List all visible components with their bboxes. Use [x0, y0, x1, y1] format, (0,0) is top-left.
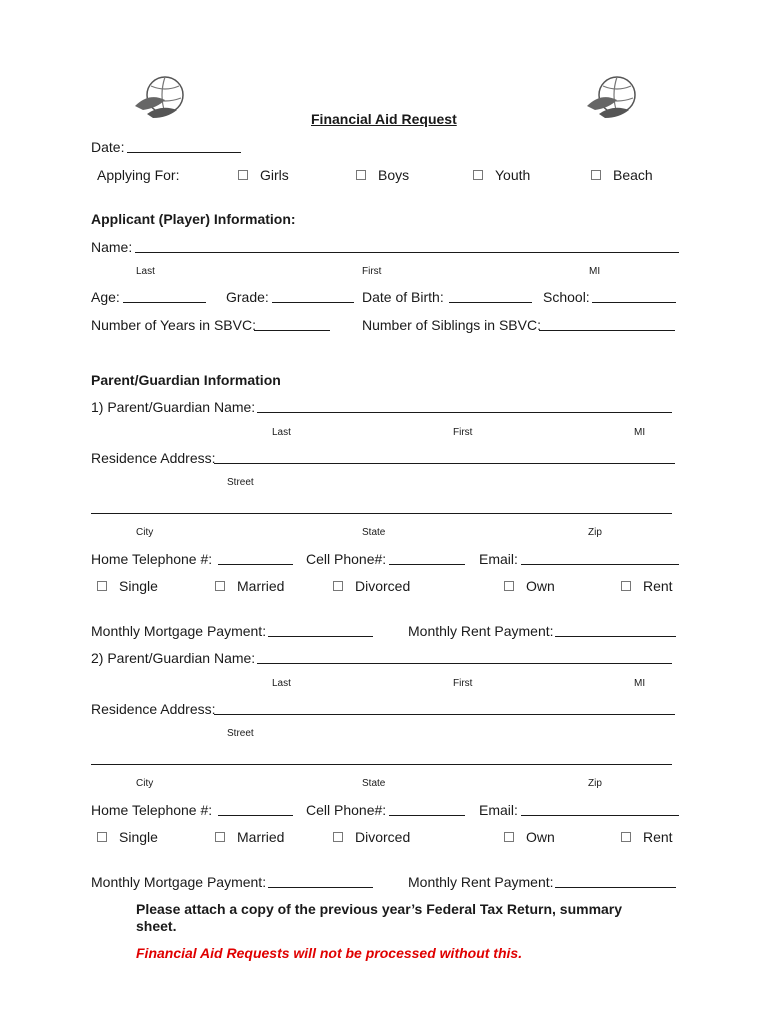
volleyball-dolphin-logo-left	[131, 74, 189, 120]
guardian-1-cell-phone-field[interactable]	[389, 564, 465, 565]
age-field[interactable]	[123, 302, 206, 303]
applicant-name-sub-last: Last	[136, 266, 155, 277]
guardian-1-sub-first: First	[453, 427, 473, 438]
date-field[interactable]	[127, 152, 241, 153]
guardian-2-name-field[interactable]	[257, 663, 672, 664]
checkbox-icon	[97, 832, 107, 842]
checkbox-icon	[215, 832, 225, 842]
tax-return-note-line-2: sheet.	[136, 918, 177, 934]
guardian-1-cell-phone-label: Cell Phone#:	[306, 551, 387, 567]
checkbox-icon	[591, 170, 601, 180]
guardian-2-rent-label: Monthly Rent Payment:	[408, 874, 554, 890]
guardian-2-sub-state: State	[362, 778, 386, 789]
years-field[interactable]	[254, 330, 330, 331]
guardian-2-home-phone-label: Home Telephone #:	[91, 802, 213, 818]
applicant-name-label: Name:	[91, 239, 133, 255]
guardian-2-option-rent[interactable]: Rent	[621, 829, 673, 845]
applicant-heading: Applicant (Player) Information:	[91, 211, 296, 227]
guardian-2-mortgage-label: Monthly Mortgage Payment:	[91, 874, 267, 890]
checkbox-icon	[504, 581, 514, 591]
guardian-1-city-state-zip-field[interactable]	[91, 513, 672, 514]
checkbox-icon	[356, 170, 366, 180]
guardian-2-sub-mi: MI	[634, 678, 646, 689]
guardian-2-street-sub: Street	[227, 728, 254, 739]
guardian-1-address-label: Residence Address:	[91, 450, 216, 466]
applicant-name-sub-first: First	[362, 266, 382, 277]
guardian-2-city-state-zip-field[interactable]	[91, 764, 672, 765]
guardian-2-sub-first: First	[453, 678, 473, 689]
guardian-1-sub-state: State	[362, 527, 386, 538]
guardian-2-home-phone-field[interactable]	[218, 815, 293, 816]
guardian-2-sub-last: Last	[272, 678, 291, 689]
guardian-1-rent-label: Monthly Rent Payment:	[408, 623, 554, 639]
guardian-1-option-rent[interactable]: Rent	[621, 578, 673, 594]
checkbox-icon	[333, 581, 343, 591]
guardian-2-cell-phone-label: Cell Phone#:	[306, 802, 387, 818]
guardian-2-sub-zip: Zip	[588, 778, 602, 789]
guardian-1-option-own[interactable]: Own	[504, 578, 555, 594]
school-field[interactable]	[592, 302, 676, 303]
guardian-1-sub-city: City	[136, 527, 154, 538]
guardian-2-email-field[interactable]	[521, 815, 679, 816]
age-label: Age:	[91, 289, 120, 305]
volleyball-dolphin-logo-right	[583, 74, 641, 120]
guardian-1-rent-field[interactable]	[555, 636, 676, 637]
applying-option-boys[interactable]: Boys	[356, 167, 409, 183]
grade-field[interactable]	[272, 302, 354, 303]
checkbox-icon	[621, 581, 631, 591]
applying-option-beach[interactable]: Beach	[591, 167, 653, 183]
processing-warning: Financial Aid Requests will not be processed without this.	[136, 945, 523, 961]
guardian-2-mortgage-field[interactable]	[268, 887, 373, 888]
guardian-1-option-single[interactable]: Single	[97, 578, 158, 594]
checkbox-icon	[238, 170, 248, 180]
school-label: School:	[543, 289, 590, 305]
siblings-field[interactable]	[539, 330, 675, 331]
tax-return-note-line-1: Please attach a copy of the previous year’s Federal Tax Return, summary	[136, 901, 623, 917]
guardian-1-sub-zip: Zip	[588, 527, 602, 538]
applicant-name-field[interactable]	[135, 252, 679, 253]
applying-for-label: Applying For:	[97, 167, 180, 183]
guardian-2-name-label: 2) Parent/Guardian Name:	[91, 650, 256, 666]
guardian-1-mortgage-label: Monthly Mortgage Payment:	[91, 623, 267, 639]
checkbox-icon	[504, 832, 514, 842]
guardian-1-home-phone-label: Home Telephone #:	[91, 551, 213, 567]
guardian-1-street-sub: Street	[227, 477, 254, 488]
guardian-2-option-divorced[interactable]: Divorced	[333, 829, 410, 845]
checkbox-icon	[621, 832, 631, 842]
years-label: Number of Years in SBVC:	[91, 317, 256, 333]
dob-label: Date of Birth:	[362, 289, 444, 305]
guardian-1-email-field[interactable]	[521, 564, 679, 565]
checkbox-icon	[333, 832, 343, 842]
date-label: Date:	[91, 139, 125, 155]
guardian-2-option-single[interactable]: Single	[97, 829, 158, 845]
guardian-1-mortgage-field[interactable]	[268, 636, 373, 637]
applying-option-girls[interactable]: Girls	[238, 167, 289, 183]
page-title: Financial Aid Request	[311, 111, 457, 127]
guardian-2-street-field[interactable]	[214, 714, 675, 715]
guardian-2-email-label: Email:	[479, 802, 518, 818]
guardian-1-name-label: 1) Parent/Guardian Name:	[91, 399, 256, 415]
grade-label: Grade:	[226, 289, 269, 305]
guardian-1-home-phone-field[interactable]	[218, 564, 293, 565]
guardian-1-option-married[interactable]: Married	[215, 578, 284, 594]
siblings-label: Number of Siblings in SBVC:	[362, 317, 541, 333]
checkbox-icon	[215, 581, 225, 591]
guardian-1-option-divorced[interactable]: Divorced	[333, 578, 410, 594]
dob-field[interactable]	[449, 302, 532, 303]
applying-option-youth[interactable]: Youth	[473, 167, 530, 183]
checkbox-icon	[473, 170, 483, 180]
guardian-1-sub-last: Last	[272, 427, 291, 438]
guardian-2-cell-phone-field[interactable]	[389, 815, 465, 816]
guardian-1-sub-mi: MI	[634, 427, 646, 438]
guardian-1-name-field[interactable]	[257, 412, 672, 413]
guardian-2-option-own[interactable]: Own	[504, 829, 555, 845]
guardian-2-rent-field[interactable]	[555, 887, 676, 888]
guardian-2-address-label: Residence Address:	[91, 701, 216, 717]
guardian-2-option-married[interactable]: Married	[215, 829, 284, 845]
guardian-2-sub-city: City	[136, 778, 154, 789]
guardian-1-email-label: Email:	[479, 551, 518, 567]
applicant-name-sub-mi: MI	[589, 266, 601, 277]
guardian-1-street-field[interactable]	[214, 463, 675, 464]
checkbox-icon	[97, 581, 107, 591]
parent-heading: Parent/Guardian Information	[91, 372, 281, 388]
